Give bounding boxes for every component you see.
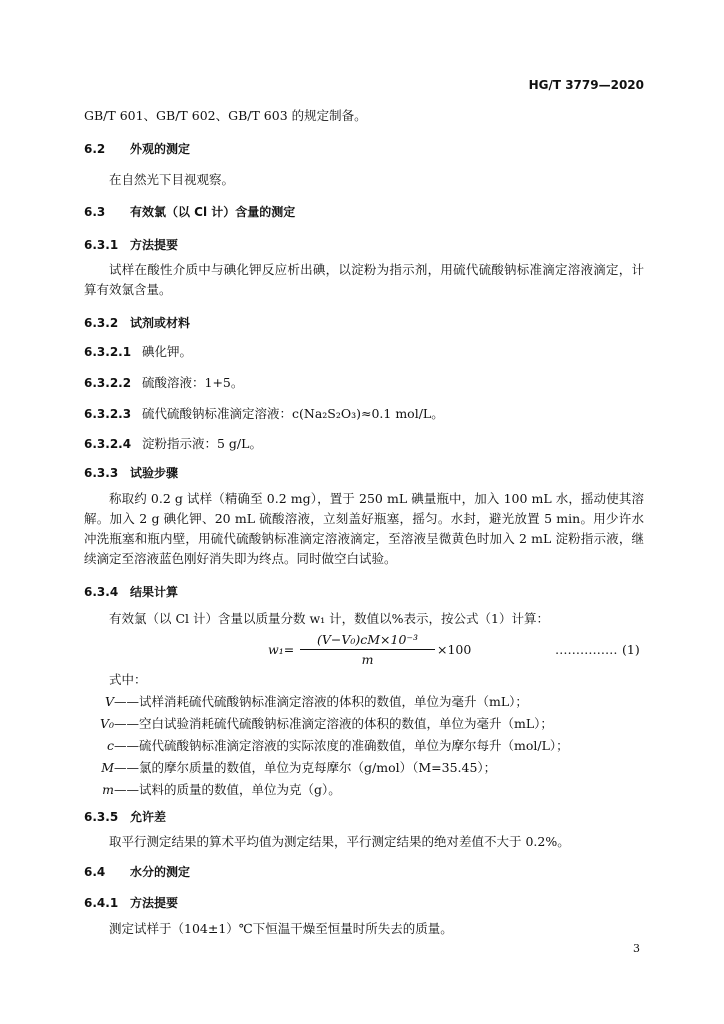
heading-6-4-1 <box>84 894 178 911</box>
definition-text: ——试料的质量的数值，单位为克（g）。 <box>114 782 341 797</box>
heading-6-3-2 <box>84 314 190 331</box>
heading-6-2 <box>84 140 190 157</box>
section-title: 方法提要 <box>130 238 179 252</box>
heading-6-3 <box>84 203 295 220</box>
page-number: 3 <box>633 942 640 955</box>
reagent-item <box>84 404 444 424</box>
section-number: 6.3.4 <box>84 585 119 599</box>
definition-symbol: c <box>106 738 114 753</box>
definition-text: ——空白试验消耗硫代硫酸钠标准滴定溶液的体积的数值，单位为毫升（mL）； <box>114 716 553 731</box>
paragraph-6-3-4: 有效氯（以 Cl 计）含量以质量分数 w₁ 计，数值以%表示，按公式（1）计算： <box>109 611 549 626</box>
reagent-item <box>84 434 262 454</box>
formula-label: (1) <box>622 642 640 657</box>
formula-dots: …………… <box>555 642 618 657</box>
paragraph-6-2: 在自然光下目视观察。 <box>109 172 235 187</box>
section-number: 6.4 <box>84 865 106 879</box>
reagent-number: 6.3.2.2 <box>84 376 132 390</box>
definition-text: ——试样消耗硫代硫酸钠标准滴定溶液的体积的数值，单位为毫升（mL）； <box>114 694 528 709</box>
reagent-text: 硫代硫酸钠标准滴定溶液：c(Na₂S₂O₃)≈0.1 mol/L。 <box>142 406 444 421</box>
heading-6-3-3 <box>84 464 178 481</box>
definition-symbol: V₀ <box>99 716 114 731</box>
reagent-text: 碘化钾。 <box>142 344 193 359</box>
section-number: 6.4.1 <box>84 896 119 910</box>
reagent-number: 6.3.2.4 <box>84 437 132 451</box>
section-number: 6.2 <box>84 142 106 156</box>
where-label: 式中： <box>109 672 147 687</box>
definition-item <box>96 758 496 776</box>
paragraph-6-3-3: 称取约 0.2 g 试样（精确至 0.2 mg），置于 250 mL 碘量瓶中，加入 100 mL 水，摇动使其溶解。加入 2 g 碘化钾、20 mL 硫酸溶液，立刻盖好瓶塞，摇匀。水封，避光放置 5 min。用少许水冲洗瓶塞和瓶内壁，用硫代硫酸钠标准滴定溶液滴定，至溶液呈微黄色时加入 2 mL 淀粉指示液，继续滴定至溶液蓝色刚好消失即为终点。同时做空白试验。 <box>84 491 644 566</box>
reagent-number: 6.3.2.3 <box>84 407 132 421</box>
section-title: 方法提要 <box>130 896 179 910</box>
paragraph-6-3-5: 取平行测定结果的算术平均值为测定结果，平行测定结果的绝对差值不大于 0.2%。 <box>109 834 570 849</box>
heading-6-3-4 <box>84 583 178 600</box>
heading-6-3-1 <box>84 236 178 253</box>
section-number: 6.3.3 <box>84 466 119 480</box>
section-title: 试剂或材料 <box>130 316 191 330</box>
definition-item <box>96 736 569 754</box>
section-title: 外观的测定 <box>130 142 191 156</box>
reagent-item <box>84 342 192 362</box>
heading-6-4 <box>84 863 190 880</box>
section-title: 结果计算 <box>130 585 179 599</box>
definition-item <box>96 692 528 710</box>
paragraph-6-3-1: 试样在酸性介质中与碘化钾反应析出碘，以淀粉为指示剂，用硫代硫酸钠标准滴定溶液滴定，计算有效氯含量。 <box>84 262 644 297</box>
intro-line: GB/T 601、GB/T 602、GB/T 603 的规定制备。 <box>84 108 367 123</box>
section-number: 6.3 <box>84 205 106 219</box>
formula-lhs: w₁= <box>268 642 295 657</box>
definition-text: ——氯的摩尔质量的数值，单位为克每摩尔（g/mol）（M=35.45）； <box>114 760 497 775</box>
definition-symbol: M <box>101 760 114 775</box>
heading-6-3-5 <box>84 808 166 825</box>
definition-item <box>96 780 341 798</box>
definition-symbol: V <box>104 694 114 709</box>
formula-factor: ×100 <box>437 642 472 657</box>
section-number: 6.3.2 <box>84 316 119 330</box>
reagent-number: 6.3.2.1 <box>84 345 132 359</box>
standard-number: HG/T 3779—2020 <box>528 78 644 92</box>
formula-denominator: m <box>361 652 374 667</box>
formula-fraction <box>300 632 435 667</box>
reagent-text: 淀粉指示液：5 g/L。 <box>142 436 262 451</box>
section-title: 水分的测定 <box>130 865 191 879</box>
section-title: 试验步骤 <box>130 466 179 480</box>
reagent-text: 硫酸溶液：1+5。 <box>142 375 244 390</box>
section-number: 6.3.1 <box>84 238 119 252</box>
section-title: 允许差 <box>130 810 167 824</box>
formula-numerator: (V−V₀)cM×10⁻³ <box>300 632 435 650</box>
section-title: 有效氯（以 Cl 计）含量的测定 <box>130 205 296 219</box>
definition-symbol: m <box>102 782 114 797</box>
definition-text: ——硫代硫酸钠标准滴定溶液的实际浓度的准确数值，单位为摩尔每升（mol/L）； <box>114 738 569 753</box>
section-number: 6.3.5 <box>84 810 119 824</box>
paragraph-6-4-1: 测定试样于（104±1）℃下恒温干燥至恒量时所失去的质量。 <box>109 921 453 936</box>
reagent-item <box>84 373 243 393</box>
definition-item <box>96 714 553 732</box>
